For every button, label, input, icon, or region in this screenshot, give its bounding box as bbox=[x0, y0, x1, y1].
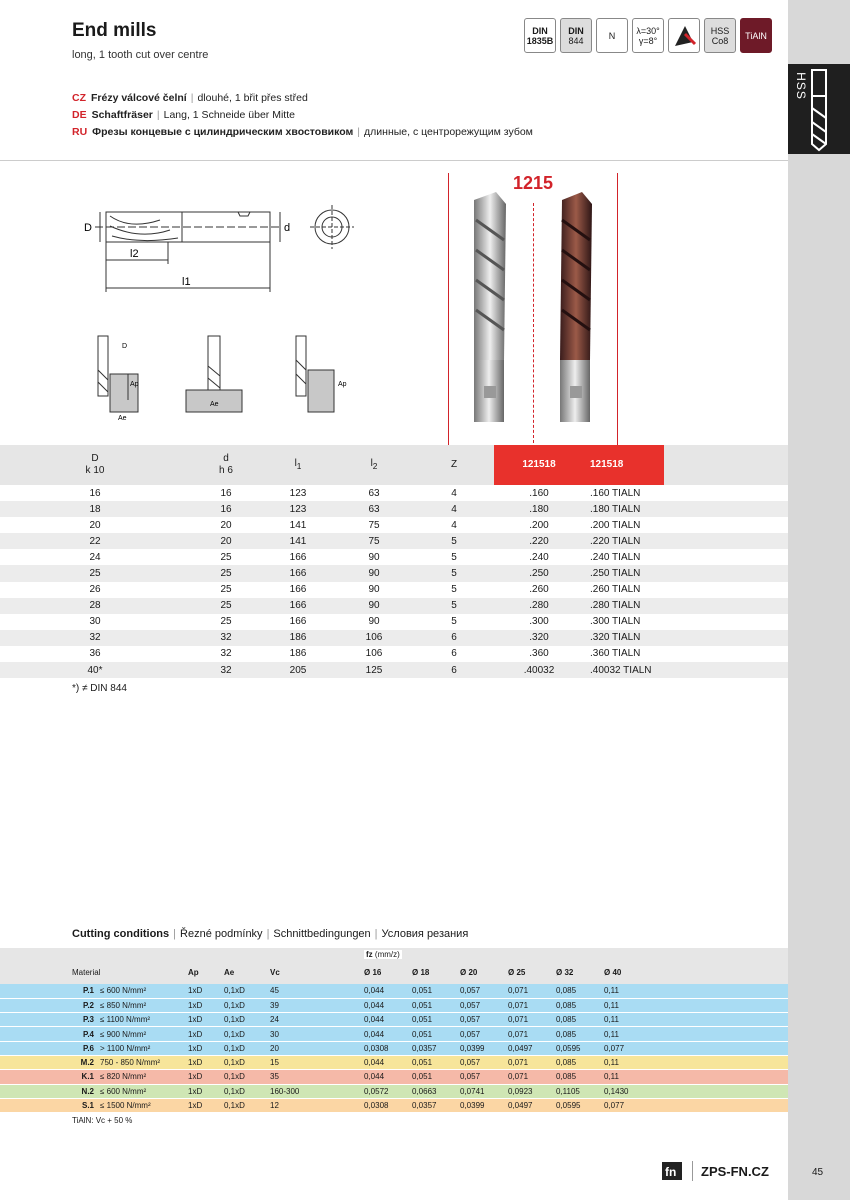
fz-value: 0,071 bbox=[508, 998, 556, 1012]
table-cell: 25 bbox=[0, 565, 190, 581]
table-cell: 25 bbox=[220, 616, 232, 628]
ae-label: Ae bbox=[118, 415, 127, 422]
small-d-label: D bbox=[122, 343, 128, 350]
dim-l1-label: l1 bbox=[182, 276, 191, 288]
footer-site: ZPS-FN.CZ bbox=[701, 1163, 769, 1179]
col-material: Material bbox=[0, 960, 188, 984]
ae-value: 0,1xD bbox=[224, 998, 270, 1012]
table-cell: .200 bbox=[529, 519, 549, 531]
lang-row-ru: RU Фрезы концевые с цилиндрическим хвостовиком | длинные, с центрорежущим зубом bbox=[72, 126, 533, 138]
cutting-row bbox=[0, 1027, 788, 1041]
table-cell: .160 bbox=[529, 487, 549, 499]
fz-value: 0,057 bbox=[460, 984, 508, 998]
table-cell: 123 bbox=[289, 487, 307, 499]
table-row bbox=[0, 549, 788, 565]
cutting-header bbox=[0, 960, 788, 984]
fz-value: 0,0357 bbox=[412, 1098, 460, 1112]
fz-value: 0,0741 bbox=[460, 1084, 508, 1098]
table-cell: 106 bbox=[365, 648, 383, 660]
col-ap: Ap bbox=[188, 960, 224, 984]
table-cell: 63 bbox=[368, 487, 380, 499]
hss-co8-badge: HSS Co8 bbox=[704, 18, 736, 53]
table-row bbox=[0, 662, 788, 678]
table-cell: 32 bbox=[0, 630, 190, 646]
fz-value: 0,085 bbox=[556, 1070, 604, 1084]
ae-value: 0,1xD bbox=[224, 984, 270, 998]
table-row bbox=[0, 646, 788, 662]
table-cell: .160 TIALN bbox=[590, 487, 641, 499]
end-mill-drawing bbox=[70, 190, 370, 300]
fz-value: 0,051 bbox=[412, 1013, 460, 1027]
cutting-conditions-title: Cutting conditions | Řezné podmínky | Schnittbedingungen | Условия резания bbox=[72, 928, 469, 940]
fz-value: 0,051 bbox=[412, 1070, 460, 1084]
table-cell: .40032 TIALN bbox=[584, 662, 664, 678]
table-row bbox=[0, 485, 788, 501]
material-code: K.1 bbox=[0, 1070, 100, 1084]
fz-value: 0,051 bbox=[412, 984, 460, 998]
lang-name: Schaftfräser bbox=[91, 109, 153, 121]
lang-name: Фрезы концевые с цилиндрическим хвостовиком bbox=[92, 126, 354, 138]
material-code: P.4 bbox=[0, 1027, 100, 1041]
table-cell: 16 bbox=[190, 501, 262, 517]
table-cell: .240 TIALN bbox=[590, 551, 641, 563]
col-vc: Vc bbox=[270, 960, 364, 984]
lang-code: RU bbox=[72, 126, 88, 138]
table-cell: 36 bbox=[89, 648, 101, 660]
ae-value: 0,1xD bbox=[224, 1013, 270, 1027]
fz-value: 0,085 bbox=[556, 998, 604, 1012]
helix-angle-badge: λ=30° γ=8° bbox=[632, 18, 664, 53]
center-cut-icon bbox=[668, 18, 700, 53]
table-cell: 32 bbox=[190, 630, 262, 646]
table-cell: 75 bbox=[334, 533, 414, 549]
table-cell: .250 TIALN bbox=[584, 565, 664, 581]
dim-D-label: D bbox=[84, 222, 92, 234]
fz-value: 0,057 bbox=[460, 998, 508, 1012]
fz-value: 0,044 bbox=[364, 998, 412, 1012]
table-cell: 186 bbox=[289, 648, 307, 660]
col-ae: Ae bbox=[224, 960, 270, 984]
table-cell: 90 bbox=[334, 565, 414, 581]
lang-row-cz: CZ Frézy válcové čelní | dlouhé, 1 břit přes střed bbox=[72, 92, 308, 104]
page-number: 45 bbox=[812, 1167, 824, 1178]
vc-value: 12 bbox=[270, 1098, 364, 1112]
dimensions-table bbox=[0, 445, 788, 678]
table-row bbox=[0, 614, 788, 630]
table-cell: .280 TIALN bbox=[584, 598, 664, 614]
fz-value: 0,077 bbox=[604, 1098, 788, 1112]
page-subtitle: long, 1 tooth cut over centre bbox=[72, 49, 209, 61]
table-cell: 6 bbox=[414, 662, 494, 678]
table-cell: 30 bbox=[89, 616, 101, 628]
ap-value: 1xD bbox=[188, 1084, 224, 1098]
lang-code: CZ bbox=[72, 92, 86, 104]
material-strength: 750 - 850 N/mm² bbox=[100, 1055, 188, 1069]
fz-value: 0,057 bbox=[460, 1027, 508, 1041]
fz-label: fz (mm/z) bbox=[366, 949, 400, 959]
col-d16: Ø 16 bbox=[364, 960, 412, 984]
right-sidebar bbox=[788, 0, 850, 1200]
col-d25: Ø 25 bbox=[508, 960, 556, 984]
table-cell: 20 bbox=[220, 519, 232, 531]
fz-value: 0,1430 bbox=[604, 1084, 788, 1098]
end-mill-product-images bbox=[462, 190, 612, 430]
fz-value: 0,071 bbox=[508, 1055, 556, 1069]
vc-value: 45 bbox=[270, 984, 364, 998]
table-cell: 6 bbox=[414, 630, 494, 646]
fz-value: 0,051 bbox=[412, 1027, 460, 1041]
ap-label: Ap bbox=[338, 381, 347, 388]
fz-value: 0,0572 bbox=[364, 1084, 412, 1098]
fz-value: 0,077 bbox=[604, 1041, 788, 1055]
table-cell: 205 bbox=[262, 662, 334, 678]
table-cell: 90 bbox=[368, 551, 380, 563]
tialn-note: TiAlN: Vc + 50 % bbox=[72, 1116, 133, 1125]
ap-value: 1xD bbox=[188, 1055, 224, 1069]
material-strength: ≤ 600 N/mm² bbox=[100, 1084, 188, 1098]
ap-value: 1xD bbox=[188, 998, 224, 1012]
cutting-row bbox=[0, 998, 788, 1012]
table-cell: 28 bbox=[0, 598, 190, 614]
table-cell: .320 bbox=[494, 630, 584, 646]
table-cell: 20 bbox=[190, 533, 262, 549]
material-strength: > 1100 N/mm² bbox=[100, 1041, 188, 1055]
fn-logo-icon bbox=[660, 1160, 684, 1182]
fz-value: 0,0497 bbox=[508, 1098, 556, 1112]
ae-value: 0,1xD bbox=[224, 1027, 270, 1041]
material-code: S.1 bbox=[0, 1098, 100, 1112]
ap-value: 1xD bbox=[188, 1098, 224, 1112]
ae-value: 0,1xD bbox=[224, 1098, 270, 1112]
table-cell: 5 bbox=[451, 551, 457, 563]
fz-value: 0,071 bbox=[508, 984, 556, 998]
lang-code: DE bbox=[72, 109, 87, 121]
fz-header bbox=[0, 948, 788, 960]
fz-value: 0,085 bbox=[556, 984, 604, 998]
table-row bbox=[0, 582, 788, 598]
table-cell: .280 bbox=[494, 598, 584, 614]
table-cell: 123 bbox=[262, 501, 334, 517]
fz-value: 0,071 bbox=[508, 1070, 556, 1084]
fz-value: 0,044 bbox=[364, 984, 412, 998]
col-D: D k 10 bbox=[0, 445, 190, 485]
table-cell: 22 bbox=[0, 533, 190, 549]
table-cell: 6 bbox=[451, 648, 457, 660]
table-cell: 75 bbox=[368, 519, 380, 531]
divider bbox=[0, 160, 788, 161]
table-cell: 25 bbox=[190, 565, 262, 581]
table-cell: .220 bbox=[494, 533, 584, 549]
standard-badges bbox=[524, 18, 772, 53]
fz-value: 0,085 bbox=[556, 1013, 604, 1027]
ap-value: 1xD bbox=[188, 1027, 224, 1041]
vc-value: 39 bbox=[270, 998, 364, 1012]
fz-value: 0,0357 bbox=[412, 1041, 460, 1055]
dim-l2-label: l2 bbox=[130, 248, 139, 260]
cutting-row bbox=[0, 1041, 788, 1055]
ap-value: 1xD bbox=[188, 1013, 224, 1027]
table-cell: 166 bbox=[289, 616, 307, 628]
table-cell: 20 bbox=[89, 519, 101, 531]
fz-value: 0,044 bbox=[364, 1055, 412, 1069]
material-code: P.3 bbox=[0, 1013, 100, 1027]
ap-value: 1xD bbox=[188, 1070, 224, 1084]
svg-text:fn: fn bbox=[665, 1165, 677, 1179]
material-strength: ≤ 850 N/mm² bbox=[100, 998, 188, 1012]
din844-badge: DIN 844 bbox=[560, 18, 592, 53]
table-cell: 25 bbox=[190, 598, 262, 614]
table-cell: 4 bbox=[414, 501, 494, 517]
lang-desc: длинные, с центрорежущим зубом bbox=[364, 126, 533, 138]
table-cell: 141 bbox=[262, 533, 334, 549]
fz-value: 0,051 bbox=[412, 1055, 460, 1069]
fz-value: 0,11 bbox=[604, 1055, 788, 1069]
fz-value: 0,057 bbox=[460, 1070, 508, 1084]
cutting-row bbox=[0, 1084, 788, 1098]
vc-value: 24 bbox=[270, 1013, 364, 1027]
table-cell: .360 bbox=[529, 648, 549, 660]
table-cell: 25 bbox=[220, 551, 232, 563]
fz-value: 0,0595 bbox=[556, 1041, 604, 1055]
vc-value: 35 bbox=[270, 1070, 364, 1084]
table-cell: 18 bbox=[0, 501, 190, 517]
page-title: End mills bbox=[72, 20, 157, 41]
table-cell: 186 bbox=[262, 630, 334, 646]
fz-value: 0,085 bbox=[556, 1055, 604, 1069]
table-cell: 166 bbox=[289, 584, 307, 596]
table-cell: .360 TIALN bbox=[590, 648, 641, 660]
ae-value: 0,1xD bbox=[224, 1055, 270, 1069]
fz-value: 0,1105 bbox=[556, 1084, 604, 1098]
table-cell: .260 bbox=[529, 584, 549, 596]
table-cell: 5 bbox=[414, 533, 494, 549]
fz-value: 0,071 bbox=[508, 1027, 556, 1041]
table-cell: 166 bbox=[289, 551, 307, 563]
table-cell: 166 bbox=[262, 598, 334, 614]
table-row bbox=[0, 517, 788, 533]
table-cell: .180 TIALN bbox=[584, 501, 664, 517]
fz-value: 0,0923 bbox=[508, 1084, 556, 1098]
cutting-row bbox=[0, 984, 788, 998]
fz-value: 0,11 bbox=[604, 1013, 788, 1027]
lang-name: Frézy válcové čelní bbox=[91, 92, 187, 104]
ap-value: 1xD bbox=[188, 1041, 224, 1055]
fz-value: 0,085 bbox=[556, 1027, 604, 1041]
fz-value: 0,0399 bbox=[460, 1098, 508, 1112]
col-d40: Ø 40 bbox=[604, 960, 788, 984]
ae-value: 0,1xD bbox=[224, 1041, 270, 1055]
material-strength: ≤ 900 N/mm² bbox=[100, 1027, 188, 1041]
table-cell: .240 bbox=[529, 551, 549, 563]
table-cell: 106 bbox=[334, 630, 414, 646]
table-cell: 5 bbox=[451, 616, 457, 628]
fz-value: 0,057 bbox=[460, 1013, 508, 1027]
table-cell: 32 bbox=[220, 648, 232, 660]
fz-value: 0,051 bbox=[412, 998, 460, 1012]
table-cell: 40* bbox=[0, 662, 190, 678]
vc-value: 160-300 bbox=[270, 1084, 364, 1098]
fz-value: 0,0663 bbox=[412, 1084, 460, 1098]
vc-value: 30 bbox=[270, 1027, 364, 1041]
col-d20: Ø 20 bbox=[460, 960, 508, 984]
fz-value: 0,11 bbox=[604, 1027, 788, 1041]
table-row bbox=[0, 533, 788, 549]
vc-value: 15 bbox=[270, 1055, 364, 1069]
table-cell: 16 bbox=[89, 487, 101, 499]
table-cell: 4 bbox=[451, 487, 457, 499]
material-code: P.1 bbox=[0, 984, 100, 998]
cutting-row bbox=[0, 1055, 788, 1069]
material-code: M.2 bbox=[0, 1055, 100, 1069]
material-code: P.2 bbox=[0, 998, 100, 1012]
fz-value: 0,11 bbox=[604, 998, 788, 1012]
fz-value: 0,0497 bbox=[508, 1041, 556, 1055]
fz-value: 0,11 bbox=[604, 1070, 788, 1084]
cutting-row bbox=[0, 1013, 788, 1027]
din1835-badge: DIN 1835B bbox=[524, 18, 556, 53]
fz-value: 0,0595 bbox=[556, 1098, 604, 1112]
table-cell: 25 bbox=[220, 584, 232, 596]
footer-logo bbox=[660, 1160, 769, 1182]
table-cell: .260 TIALN bbox=[590, 584, 641, 596]
col-d32: Ø 32 bbox=[556, 960, 604, 984]
table-cell: .180 bbox=[494, 501, 584, 517]
col-code-1: 121518 bbox=[494, 445, 584, 485]
table-cell: .300 TIALN bbox=[590, 616, 641, 628]
fz-value: 0,044 bbox=[364, 1027, 412, 1041]
table-cell: 26 bbox=[89, 584, 101, 596]
table-cell: 125 bbox=[334, 662, 414, 678]
product-code: 1215 bbox=[512, 173, 554, 193]
table-row bbox=[0, 565, 788, 581]
ap-value: 1xD bbox=[188, 984, 224, 998]
table-cell: .250 bbox=[494, 565, 584, 581]
col-z: Z bbox=[414, 445, 494, 485]
cutting-row bbox=[0, 1070, 788, 1084]
table-cell: 90 bbox=[368, 584, 380, 596]
col-l1: $l_1$ bbox=[262, 445, 334, 485]
cutting-conditions-table bbox=[0, 948, 788, 1113]
col-code-2: 121518 bbox=[584, 445, 664, 485]
col-d: d h 6 bbox=[190, 445, 262, 485]
ae-value: 0,1xD bbox=[224, 1084, 270, 1098]
table-cell: 5 bbox=[451, 584, 457, 596]
material-strength: ≤ 1500 N/mm² bbox=[100, 1098, 188, 1112]
material-strength: ≤ 1100 N/mm² bbox=[100, 1013, 188, 1027]
material-code: P.6 bbox=[0, 1041, 100, 1055]
vc-value: 20 bbox=[270, 1041, 364, 1055]
material-strength: ≤ 600 N/mm² bbox=[100, 984, 188, 998]
table-cell: 5 bbox=[414, 598, 494, 614]
table-cell: 4 bbox=[451, 519, 457, 531]
fz-value: 0,071 bbox=[508, 1013, 556, 1027]
lang-row-de: DE Schaftfräser | Lang, 1 Schneide über Mitte bbox=[72, 109, 295, 121]
table-header bbox=[0, 445, 788, 485]
type-n-badge: N bbox=[596, 18, 628, 53]
col-d18: Ø 18 bbox=[412, 960, 460, 984]
side-label: HSS bbox=[794, 72, 808, 100]
table-cell: 90 bbox=[334, 598, 414, 614]
material-code: N.2 bbox=[0, 1084, 100, 1098]
cutting-row bbox=[0, 1098, 788, 1112]
table-cell: 5 bbox=[414, 565, 494, 581]
dim-d-label: d bbox=[284, 222, 291, 234]
tialn-badge: TiAlN bbox=[740, 18, 772, 53]
fz-value: 0,044 bbox=[364, 1013, 412, 1027]
table-cell: .200 TIALN bbox=[590, 519, 641, 531]
table-cell: 90 bbox=[368, 616, 380, 628]
milling-operations-diagram bbox=[90, 330, 360, 425]
fz-value: 0,0308 bbox=[364, 1041, 412, 1055]
lang-desc: Lang, 1 Schneide über Mitte bbox=[163, 109, 295, 121]
lang-desc: dlouhé, 1 břit přes střed bbox=[197, 92, 308, 104]
fz-value: 0,057 bbox=[460, 1055, 508, 1069]
fz-value: 0,11 bbox=[604, 984, 788, 998]
ae-value: 0,1xD bbox=[224, 1070, 270, 1084]
table-cell: 32 bbox=[190, 662, 262, 678]
fz-value: 0,044 bbox=[364, 1070, 412, 1084]
table-cell: .320 TIALN bbox=[584, 630, 664, 646]
ap-label: Ap bbox=[130, 381, 139, 388]
table-cell: 24 bbox=[89, 551, 101, 563]
table-note: *) ≠ DIN 844 bbox=[72, 683, 127, 694]
table-cell: .40032 bbox=[494, 662, 584, 678]
table-cell: .300 bbox=[529, 616, 549, 628]
table-cell: 141 bbox=[289, 519, 307, 531]
table-row bbox=[0, 598, 788, 614]
table-cell: 166 bbox=[262, 565, 334, 581]
table-row bbox=[0, 630, 788, 646]
ae-label: Ae bbox=[210, 401, 219, 408]
table-cell: 16 bbox=[220, 487, 232, 499]
material-strength: ≤ 820 N/mm² bbox=[100, 1070, 188, 1084]
table-cell: 63 bbox=[334, 501, 414, 517]
fz-value: 0,0399 bbox=[460, 1041, 508, 1055]
col-l2: $l_2$ bbox=[334, 445, 414, 485]
table-row bbox=[0, 501, 788, 517]
fz-value: 0,0308 bbox=[364, 1098, 412, 1112]
table-cell: .220 TIALN bbox=[584, 533, 664, 549]
